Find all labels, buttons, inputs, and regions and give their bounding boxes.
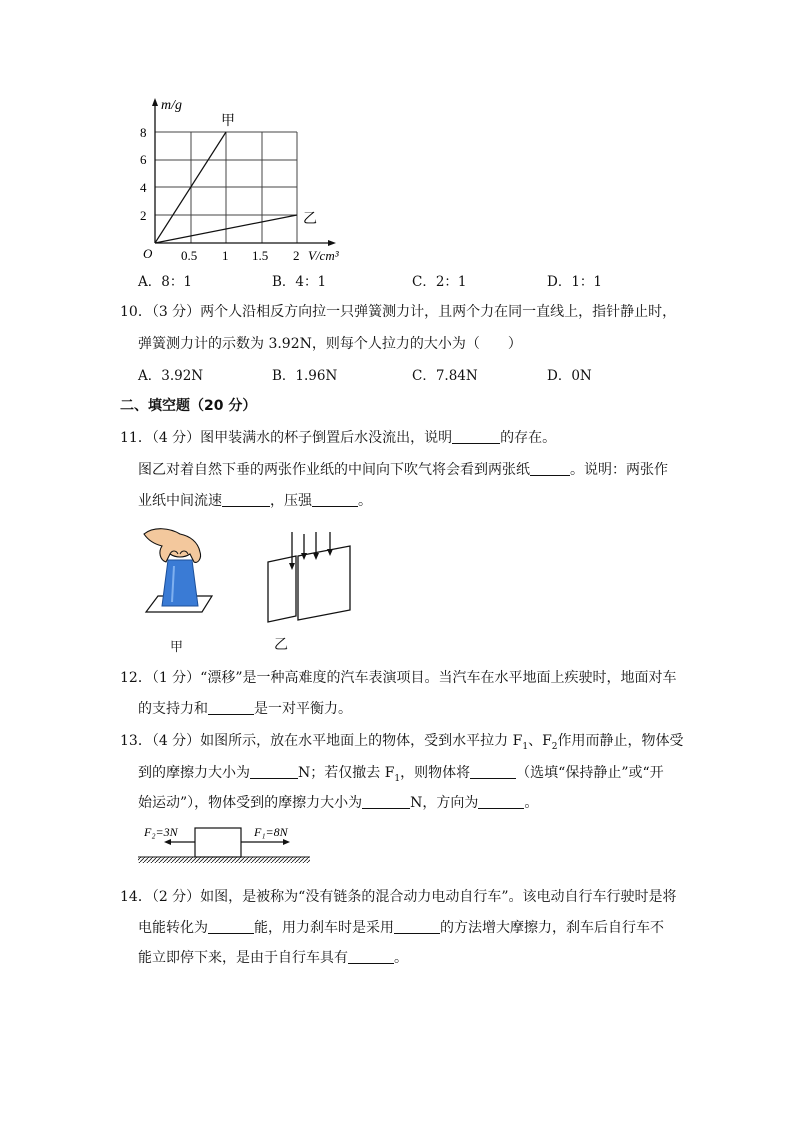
- q11-line3: 业纸中间流速 ，压强 。: [138, 493, 372, 509]
- x-axis-label: V/cm³: [308, 248, 339, 263]
- paper-front: [298, 546, 350, 620]
- q11-line2: 图乙对着自然下垂的两张作业纸的中间向下吹气将会看到两张纸 。说明：两张作: [138, 462, 668, 478]
- q12-blank-1[interactable]: [208, 700, 254, 715]
- q9-option-a[interactable]: A．8：1: [138, 274, 192, 290]
- q13-blank-1[interactable]: [250, 764, 298, 779]
- q11-blank-3[interactable]: [222, 492, 270, 507]
- q9-options: [138, 270, 658, 290]
- q11-blank-1[interactable]: [452, 429, 500, 444]
- q13-line3: 始运动”），物体受到的摩擦力大小为 N，方向为 。: [138, 795, 539, 811]
- x-tick-0.5: 0.5: [181, 248, 198, 263]
- q12-line2: 的支持力和 是一对平衡力。: [138, 701, 352, 717]
- q9-option-d[interactable]: D．1：1: [547, 274, 603, 290]
- y-tick-8: 8: [140, 125, 147, 140]
- f2-label: F₂=3N: [144, 825, 178, 839]
- section-fill-in-title: 二、填空题（20 分）: [120, 398, 257, 414]
- q14-line1: 14．（2 分）如图，是被称为“没有链条的混合动力电动自行车”。该电动自行车行驶时是将: [120, 889, 677, 905]
- figure-yi-two-papers: [262, 530, 362, 626]
- q13-line1: 13．（4 分）如图所示，放在水平地面上的物体，受到水平拉力 $F_1$、$F_2$作用而静止，物体受: [120, 733, 684, 752]
- cup-shape: [162, 560, 198, 606]
- q10-line2: 弹簧测力计的示数为 3.92N，则每个人拉力的大小为（ ）: [138, 336, 522, 352]
- origin-label: O: [143, 246, 153, 261]
- graph-grid: [155, 132, 297, 243]
- q14-line3: 能立即停下来，是由于自行车具有 。: [138, 950, 408, 966]
- q14-blank-2[interactable]: [394, 919, 440, 934]
- q13-blank-4[interactable]: [478, 794, 524, 809]
- q13-line2: 到的摩擦力大小为 N；若仅撤去 $F_1$，则物体将 （选填“保持静止”或“开: [138, 765, 664, 784]
- q10-option-c[interactable]: C．7.84N: [412, 368, 478, 384]
- object-block: [195, 828, 241, 857]
- y-tick-2: 2: [140, 208, 147, 223]
- q12-line1: 12．（1 分）“漂移”是一种高难度的汽车表演项目。当汽车在水平地面上疾驶时，地面对车: [120, 670, 677, 686]
- figure-yi-label: 乙: [274, 637, 288, 653]
- q10-option-a[interactable]: A．3.92N: [138, 368, 204, 384]
- q10-option-b[interactable]: B．1.96N: [272, 368, 338, 384]
- ground-hatch: [138, 857, 310, 863]
- f1-label: F₁=8N: [254, 825, 288, 839]
- q13-blank-2[interactable]: [470, 764, 516, 779]
- q11-blank-4[interactable]: [312, 492, 358, 507]
- q14-line2: 电能转化为 能，用力刹车时是采用 的方法增大摩擦力，刹车后自行车不: [138, 920, 664, 936]
- line-yi-label: 乙: [303, 212, 317, 227]
- y-tick-6: 6: [140, 152, 147, 167]
- x-tick-1: 1: [222, 248, 229, 263]
- q10-line1: 10．（3 分）两个人沿相反方向拉一只弹簧测力计，且两个力在同一直线上，指针静止时，: [120, 304, 677, 320]
- figure-jia-label: 甲: [170, 640, 184, 655]
- q13-blank-3[interactable]: [362, 794, 410, 809]
- q9-option-b[interactable]: B．4：1: [272, 274, 327, 290]
- q14-blank-1[interactable]: [208, 919, 254, 934]
- q10-option-d[interactable]: D．0N: [547, 368, 592, 384]
- q10-options: [138, 364, 658, 384]
- x-tick-1.5: 1.5: [252, 248, 269, 263]
- x-tick-2: 2: [293, 248, 300, 263]
- y-axis-label: m/g: [161, 98, 182, 113]
- q13-force-diagram: [136, 822, 312, 866]
- hand-shape: [144, 529, 201, 563]
- q11-line1: 11．（4 分）图甲装满水的杯子倒置后水没流出，说明 的存在。: [120, 430, 557, 446]
- q9-option-c[interactable]: C．2：1: [412, 274, 467, 290]
- q14-blank-3[interactable]: [348, 949, 394, 964]
- q11-blank-2[interactable]: [530, 461, 570, 476]
- line-jia-label: 甲: [221, 114, 235, 129]
- mass-volume-graph: [138, 94, 370, 266]
- figure-jia-inverted-cup: [140, 524, 220, 616]
- y-tick-4: 4: [140, 180, 147, 195]
